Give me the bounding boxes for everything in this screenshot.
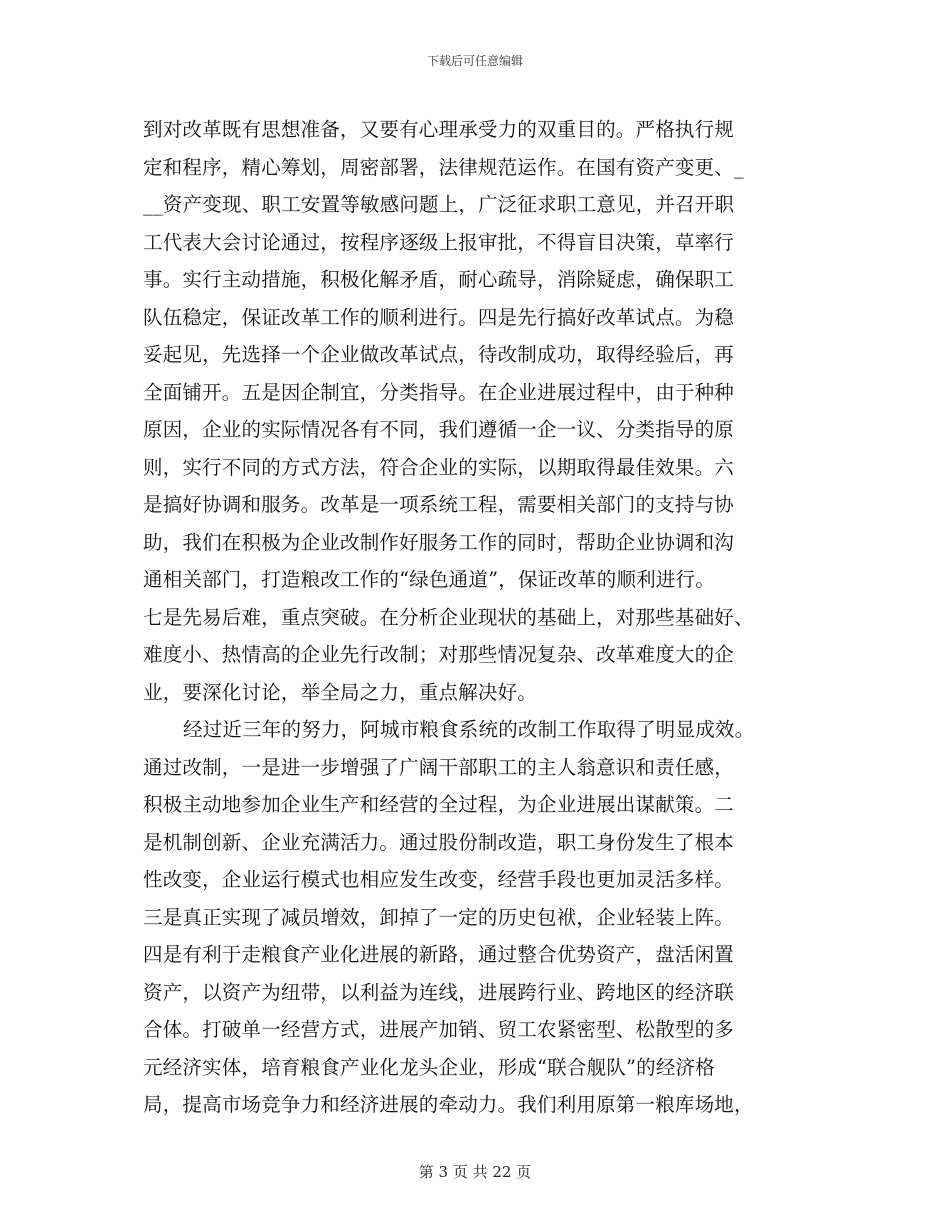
text-line: 原因，企业的实际情况各有不同，我们遵循一企一议、分类指导的原: [143, 418, 735, 441]
text-line: 工代表大会讨论通过，按程序逐级上报审批，不得盲目决策，草率行: [143, 230, 735, 254]
text-line: 事。实行主动措施，积极化解矛盾，耐心疏导，消除疑虑，确保职工: [143, 268, 735, 291]
text-line: 难度小、热情高的企业先行改制；对那些情况复杂、改革难度大的企: [143, 643, 735, 666]
text-line: 通相关部门，打造粮改工作的“绿色通道”，保证改革的顺利进行。: [143, 568, 715, 591]
text-line: 积极主动地参加企业生产和经营的全过程，为企业进展出谋献策。二: [143, 793, 735, 816]
text-line: 妥起见，先选择一个企业做改革试点，待改制成功，取得经验后，再: [143, 343, 735, 366]
text-line: 七是先易后难，重点突破。在分析企业现状的基础上，对那些基础好、: [143, 605, 754, 629]
page-header: 下载后可任意编辑: [426, 54, 523, 68]
text-line: 到对改革既有思想准备，又要有心理承受力的双重目的。严格执行规: [143, 118, 735, 141]
text-line: 定和程序，精心筹划，周密部署，法律规范运作。在国有资产变更、_: [143, 155, 744, 179]
text-line: 全面铺开。五是因企制宜，分类指导。在企业进展过程中，由于种种: [143, 380, 735, 404]
text-line: 元经济实体，培育粮食产业化龙头企业，形成“联合舰队”的经济格: [143, 1055, 715, 1079]
text-line: 助，我们在积极为企业改制作好服务工作的同时，帮助企业协调和沟: [143, 530, 735, 554]
text-line: 队伍稳定，保证改革工作的顺利进行。四是先行搞好改革试点。为稳: [143, 305, 735, 329]
text-line: 业，要深化讨论，举全局之力，重点解决好。: [143, 680, 538, 704]
text-line: 是机制创新、企业充满活力。通过股份制改造，职工身份发生了根本: [143, 830, 735, 854]
paragraph-start-line: 经过近三年的努力，阿城市粮食系统的改制工作取得了明显成效。: [183, 718, 755, 741]
body-text: [143, 111, 813, 1124]
text-line: __资产变现、职工安置等敏感问题上，广泛征求职工意见，并召开职: [143, 193, 735, 216]
text-line: 四是有利于走粮食产业化进展的新路，通过整合优势资产，盘活闲置: [143, 943, 735, 966]
text-line: 合体。打破单一经营方式，进展产加销、贸工农紧密型、松散型的多: [143, 1018, 735, 1041]
text-line: 三是真正实现了减员增效，卸掉了一定的历史包袱，企业轻装上阵。: [143, 905, 735, 929]
text-line: 是搞好协调和服务。改革是一项系统工程，需要相关部门的支持与协: [143, 493, 735, 516]
text-line: 通过改制，一是进一步增强了广阔干部职工的主人翁意识和责任感，: [143, 755, 735, 779]
text-line: 性改变，企业运行模式也相应发生改变，经营手段也更加灵活多样。: [143, 868, 735, 891]
text-line: 局，提高市场竞争力和经济进展的牵动力。我们利用原第一粮库场地，: [143, 1093, 754, 1116]
text-line: 资产，以资产为纽带，以利益为连线，进展跨行业、跨地区的经济联: [143, 980, 735, 1004]
text-line: 则，实行不同的方式方法，符合企业的实际，以期取得最佳效果。六: [143, 455, 735, 479]
page-footer: 第 3 页 共 22 页: [418, 1163, 532, 1181]
